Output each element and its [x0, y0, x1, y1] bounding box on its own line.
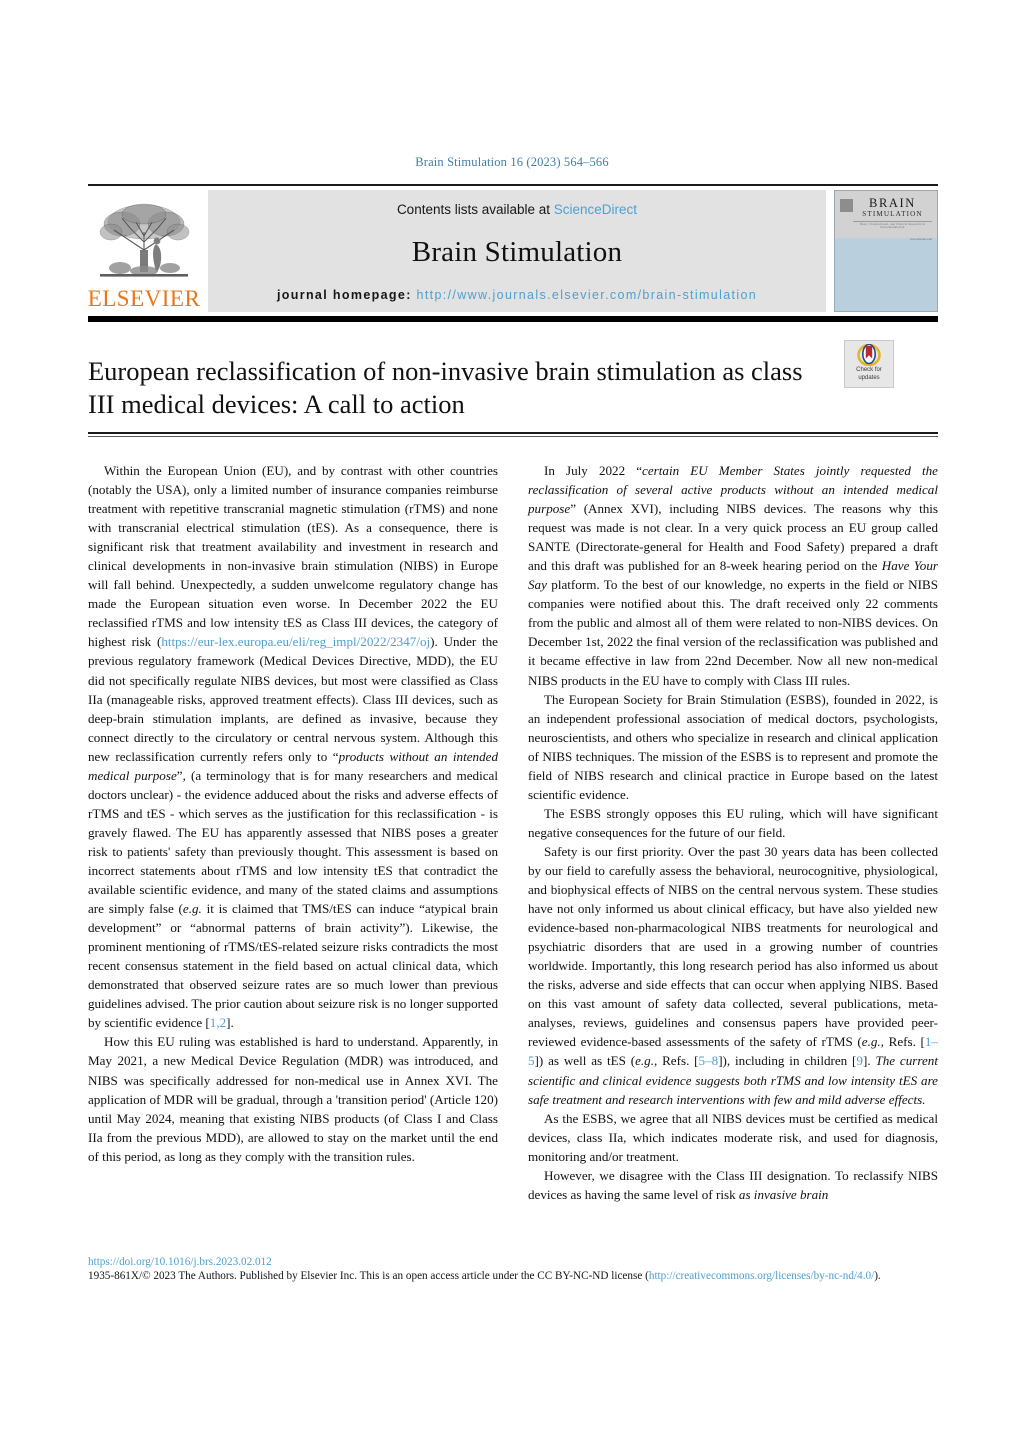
- paragraph: As the ESBS, we agree that all NIBS devices must be certified as medical devices, class IIa, which indicates moderate risk, and used for diagnosis, monitoring and/or treatment.: [528, 1110, 938, 1164]
- cover-titles: [853, 197, 932, 241]
- contents-lists-line: [397, 202, 637, 217]
- contents-prefix: Contents lists available at: [396, 202, 554, 217]
- license-suffix: ).: [874, 1270, 881, 1282]
- paragraph: Within the European Union (EU), and by contrast with other countries (notably the USA), only a limited number of insurance companies reimburse treatment with repetitive transcranial magnetic stimulation (rTMS) and none with transcranial electrical stimulation (tES). As a consequence, there is significant risk that treatment availability and investment in research and clinical developments in non-invasive brain stimulation (NIBS) in Europe will fall behind. Unexpectedly, a sudden unwelcome regulatory change has made the European situation even worse. In December 2022 the EU reclassified rTMS and low intensity tES as Class III devices, the category of highest risk (https://eur-lex.europa.eu/eli/reg_impl/2022/2347/oj). Under the previous regulatory framework (Medical Devices Directive, MDD), the EU did not specifically regulate NIBS devices, but most were classified as Class IIa (manageable risks, approved treatment effects). Class III devices, such as deep-brain stimulation implants, are defined as invasive, because they connect directly to the circulatory or central nervous system. Although this new reclassification currently refers only to “products without an intended medical purpose”, (a terminology that is for many researchers and medical doctors unclear) - the evidence adduced about the risks and adverse effects of rTMS and tES - which serves as the justification for this reclassification - is gravely flawed. The EU has apparently assessed that NIBS poses a greater risk to patients' safety than previously thought. This assessment is based on incorrect statements about rTMS and low intensity tES that contradict the available scientific evidence, and many of the stated claims and assumptions are simply false (e.g. it is claimed that TMS/tES can induce “atypical brain development” or “abnormal patterns of brain activity”). Likewise, the prominent mentioning of rTMS/tES-related seizure risks contradicts the most recent consensus statement in the field based on actual clinical data, which demonstrated that observed seizure rates are so much lower than previous guidelines advised. The prior caution about seizure risk is no longer supported by scientific evidence [1,2].: [88, 463, 498, 1031]
- crossmark-icon: [856, 344, 882, 366]
- paragraph: In July 2022 “certain EU Member States jointly requested the reclassification of several active products without an intended medical purpose” (Annex XVI), including NIBS devices. The reasons why this request was made is not clear. In a very quick process an EU group called SANTE (Directorate-general for Health and Food Safety) prepared a draft and this draft was published for an 8-week hearing period on the Have Your Say platform. To the best of our knowledge, no experts in the field or NIBS companies were notified about this. The draft received only 22 comments from the public and almost all of them were related to non-NIBS devices. On December 1st, 2022 the final version of the reclassification was published and it became effective in law from 22nd December. Now all new non-medical NIBS products in the EU have to comply with Class III rules.: [528, 463, 938, 688]
- license-prefix: 1935-861X/© 2023 The Authors. Published by Elsevier Inc. This is an open access article under the CC BY-NC-ND license (: [88, 1270, 649, 1282]
- doi-link[interactable]: https://doi.org/10.1016/j.brs.2023.02.012: [88, 1256, 272, 1268]
- paragraph: However, we disagree with the Class III designation. To reclassify NIBS devices as having the same level of risk as invasive brain: [528, 1167, 938, 1202]
- journal-homepage-link[interactable]: http://www.journals.elsevier.com/brain-stimulation: [416, 288, 758, 302]
- right-column: [528, 461, 938, 1204]
- elsevier-tree-icon: [96, 198, 192, 286]
- cover-top-band: [835, 191, 937, 241]
- masthead-center: [208, 190, 826, 312]
- page-title: European reclassification of non-invasive brain stimulation as class III medical devices: A call to action: [88, 356, 803, 420]
- crossmark-label-line1: Check for: [856, 367, 882, 373]
- journal-cover-thumbnail: [834, 190, 938, 312]
- homepage-prefix: journal homepage:: [276, 288, 417, 302]
- article-body: [88, 461, 938, 1204]
- cover-subtitle: Basic, Translational, and Clinical Research in Neuromodulation: [853, 221, 932, 230]
- journal-homepage-line: [277, 288, 757, 302]
- paragraph: How this EU ruling was established is hard to understand. Apparently, in May 2021, a new Medical Device Regulation (MDR) was introduced, and NIBS was specifically addressed for non-medical use in Annex XVI. The application of MDR will be gradual, through a 'transition period' (Article 120) until May 2024, meaning that existing NIBS products (of Class I and Class IIa from the previous MDD), are allowed to stay on the market until the end of this period, as long as they comply with the transition rules.: [88, 1034, 498, 1164]
- masthead-bottom-rule: [88, 316, 938, 322]
- crossmark-label: [856, 367, 882, 382]
- elsevier-logo: [88, 190, 200, 312]
- cover-title-line1: BRAIN: [869, 196, 916, 210]
- title-area: [88, 355, 938, 422]
- title-divider: [88, 432, 938, 434]
- sciencedirect-link[interactable]: ScienceDirect: [553, 202, 638, 217]
- title-divider-secondary: [88, 436, 938, 437]
- left-column: [88, 461, 498, 1204]
- cover-title-line2: STIMULATION: [862, 210, 923, 219]
- journal-title: Brain Stimulation: [411, 236, 623, 268]
- crossmark-badge[interactable]: [844, 340, 894, 388]
- cover-url: www.elsevier.com: [909, 236, 932, 241]
- elsevier-wordmark: ELSEVIER: [87, 286, 201, 311]
- paragraph: The European Society for Brain Stimulation (ESBS), founded in 2022, is an independent professional association of medical doctors, psychologists, neuroscientists, and others who specialize in research and clinical application of NIBS techniques. The mission of the ESBS is to represent and promote the field of NIBS research and clinical practice in Europe based on the latest scientific evidence.: [528, 691, 938, 802]
- masthead-top-rule: [88, 184, 938, 186]
- license-link[interactable]: http://creativecommons.org/licenses/by-nc-nd/4.0/: [648, 1270, 875, 1282]
- article-footer: [88, 1256, 948, 1282]
- running-head: Brain Stimulation 16 (2023) 564–566: [415, 155, 609, 169]
- cover-publisher-mark-icon: [840, 199, 853, 212]
- license-statement: [88, 1270, 948, 1282]
- paragraph: The ESBS strongly opposes this EU ruling, which will have significant negative consequences for the future of our field.: [528, 805, 938, 840]
- crossmark-label-line2: updates: [858, 374, 880, 381]
- paragraph: Safety is our first priority. Over the past 30 years data has been collected by our field to carefully assess the behavioral, neurocognitive, physiological, and biophysical effects of NIBS on the central nervous system. These studies have not only informed us about clinical efficacy, but have also yielded new evidence-based non-pharmacological NIBS treatments for neurological and psychiatric disorders that are used in a growing number of countries worldwide. Importantly, this long research period has also informed us about the risks, adverse and side effects that can occur when applying NIBS. Based on this vast amount of safety data collected, several publications, meta-analyses, reviews, guidelines and consensus papers have provided peer-reviewed evidence-based assessments of the safety of rTMS (e.g., Refs. [1–5]) as well as tES (e.g., Refs. [5–8]), including in children [9]. The current scientific and clinical evidence suggests both rTMS and low intensity tES are safe treatment and research interventions with few and mild adverse effects.: [528, 843, 938, 1107]
- journal-masthead: [88, 184, 938, 322]
- masthead-body: [88, 190, 938, 312]
